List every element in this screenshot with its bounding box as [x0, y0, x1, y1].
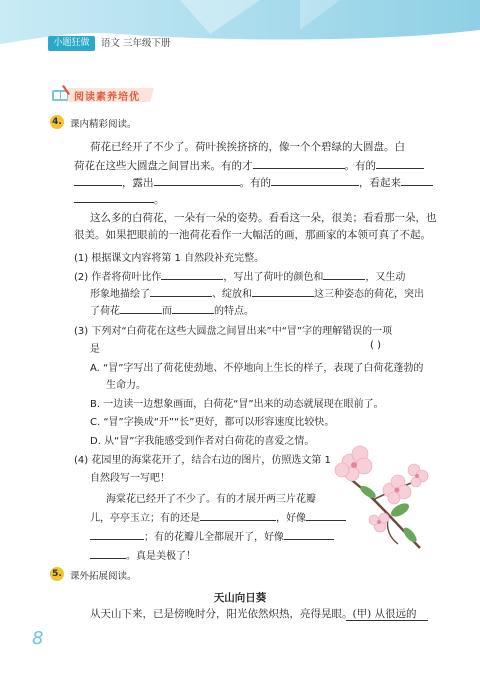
answer-blank[interactable] — [253, 157, 345, 169]
answer-blank[interactable] — [90, 547, 126, 559]
answer-parentheses[interactable]: ( ) — [370, 340, 381, 351]
answer-blank[interactable] — [172, 302, 214, 314]
passage-line: 荷花已经开了不少了。荷叶挨挨挤挤的，像一个个碧绿的大圆盘。白 — [90, 141, 405, 153]
answer-blank[interactable] — [120, 302, 162, 314]
answer-blank[interactable] — [154, 174, 240, 186]
answer-blank[interactable] — [252, 285, 314, 297]
question-5-number: 5. — [50, 567, 64, 581]
underline-mark — [346, 620, 428, 621]
crabapple-flower-illustration — [328, 440, 430, 552]
answer-blank[interactable] — [284, 528, 334, 540]
passage-title: 天山向日葵 — [213, 592, 267, 604]
sub-question-2-line: 了荷花 而 的特点。 — [90, 302, 254, 317]
sub-question-2: (2) 作者将荷叶比作 ，写出了荷叶的颜色和 ，又生动 — [74, 268, 405, 283]
question-5-heading: 课外拓展阅读。 — [70, 571, 137, 582]
option-a-continued: 生命力。 — [106, 380, 146, 391]
passage-line: 。 — [74, 191, 165, 207]
answer-blank[interactable] — [200, 509, 276, 521]
sub-question-2-line: 形象地描绘了 、绽放和 这三种姿态的荷花，突出 — [90, 285, 424, 300]
answer-blank[interactable] — [150, 285, 212, 297]
writing-line: ；有的花瓣儿全都展开了，好像 — [90, 528, 334, 543]
answer-blank[interactable] — [74, 191, 154, 203]
option-a[interactable]: A. “冒”字写出了荷花使劲地、不停地向上生长的样子，表现了白荷花蓬勃的 — [90, 363, 424, 374]
series-badge: 小题狂做 — [48, 36, 95, 51]
sub-question-3: (3) 下列对“白荷花在这些大圆盘之间冒出来”中“冒”字的理解错误的一项 — [74, 326, 393, 337]
sub-question-4: (4) 花园里的海棠花开了，结合右边的图片，仿照选文第 1 — [74, 455, 331, 466]
answer-blank[interactable] — [74, 174, 122, 186]
section-title: 阅读素养培优 — [74, 92, 140, 103]
writing-line: 儿，亭亭玉立；有的还是 ，好像 — [90, 509, 346, 524]
answer-blank[interactable] — [161, 268, 223, 280]
answer-blank[interactable] — [90, 528, 144, 540]
question-4-heading: 课内精彩阅读。 — [70, 119, 137, 130]
answer-blank[interactable] — [271, 174, 359, 186]
passage-line: 很美。如果把眼前的一池荷花看作一大幅活的画，那画家的本领可真了不起。 — [74, 229, 431, 241]
passage-line: 荷花在这些大圆盘之间冒出来。有的才 。有的 — [74, 157, 424, 173]
question-4-number: 4. — [50, 115, 64, 129]
passage-line: 从天山下来，已是傍晚时分，阳光依然炽热，亮得晃眼。(甲) 从很远的 — [90, 608, 417, 620]
passage-line: ，露出 。有的 ，看起来 — [74, 174, 433, 190]
answer-blank[interactable] — [376, 157, 424, 169]
sub-question-3-line: 是 — [90, 344, 100, 355]
breadcrumb: 语文 三年级下册 — [101, 38, 171, 49]
writing-line: 海棠花已经开了不少了。有的才展开两三片花瓣 — [106, 494, 316, 505]
book-pen-icon — [52, 85, 70, 101]
writing-line: 。真是美极了！ — [90, 547, 196, 562]
sub-question-1: (1) 根据课文内容将第 1 自然段补充完整。 — [74, 253, 265, 264]
option-d[interactable]: D. 从“冒”字我能感受到作者对白荷花的喜爱之情。 — [90, 436, 315, 447]
answer-blank[interactable] — [401, 174, 433, 186]
answer-blank[interactable] — [323, 268, 365, 280]
passage-line: 这么多的白荷花，一朵有一朵的姿势。看看这一朵，很美；看看那一朵，也 — [90, 212, 437, 224]
option-b[interactable]: B. 一边读一边想象画面，白荷花“冒”出来的动态就展现在眼前了。 — [90, 399, 384, 410]
page-number: 8 — [32, 628, 44, 649]
option-c[interactable]: C. “冒”字换成“开”“长”更好，都可以形容速度比较快。 — [90, 417, 335, 428]
sub-question-4-line: 自然段写一写吧！ — [90, 473, 170, 484]
